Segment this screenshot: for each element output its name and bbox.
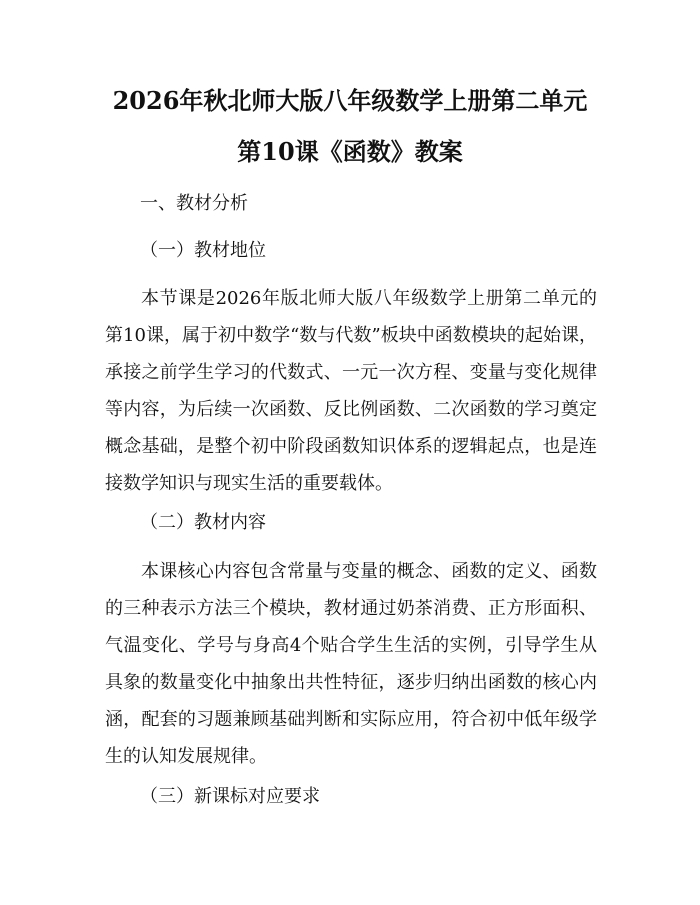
paragraph-textbook-status: 本节课是2026年版北师大版八年级数学上册第二单元的第10课，属于初中数学“数与代数”板块中函数模块的起始课，承接之前学生学习的代数式、一元一次方程、变量与变化规律等内容，为后续一次函数、反比例函数、二次函数的学习奠定概念基础，是整个初中阶段函数知识体系的逻辑起点，也是连接数学知识与现实生活的重要载体。 <box>105 288 597 494</box>
subsection-heading-curriculum-requirements: （三）新课标对应要求 <box>140 786 320 807</box>
paragraph-textbook-content: 本课核心内容包含常量与变量的概念、函数的定义、函数的三种表示方法三个模块，教材通过奶茶消费、正方形面积、气温变化、学号与身高4个贴合学生生活的实例，引导学生从具象的数量变化中抽象出共性特征，逐步归纳出函数的核心内涵，配套的习题兼顾基础判断和实际应用，符合初中低年级学生的认知发展规律。 <box>105 561 597 767</box>
document-title-line-1: 2026年秋北师大版八年级数学上册第二单元 <box>112 86 588 115</box>
subsection-heading-textbook-status: （一）教材地位 <box>140 240 266 261</box>
subsection-heading-textbook-content: （二）教材内容 <box>140 512 266 533</box>
section-heading-textbook-analysis: 一、教材分析 <box>140 193 248 214</box>
document-title-line-2: 第10课《函数》教案 <box>237 137 463 166</box>
